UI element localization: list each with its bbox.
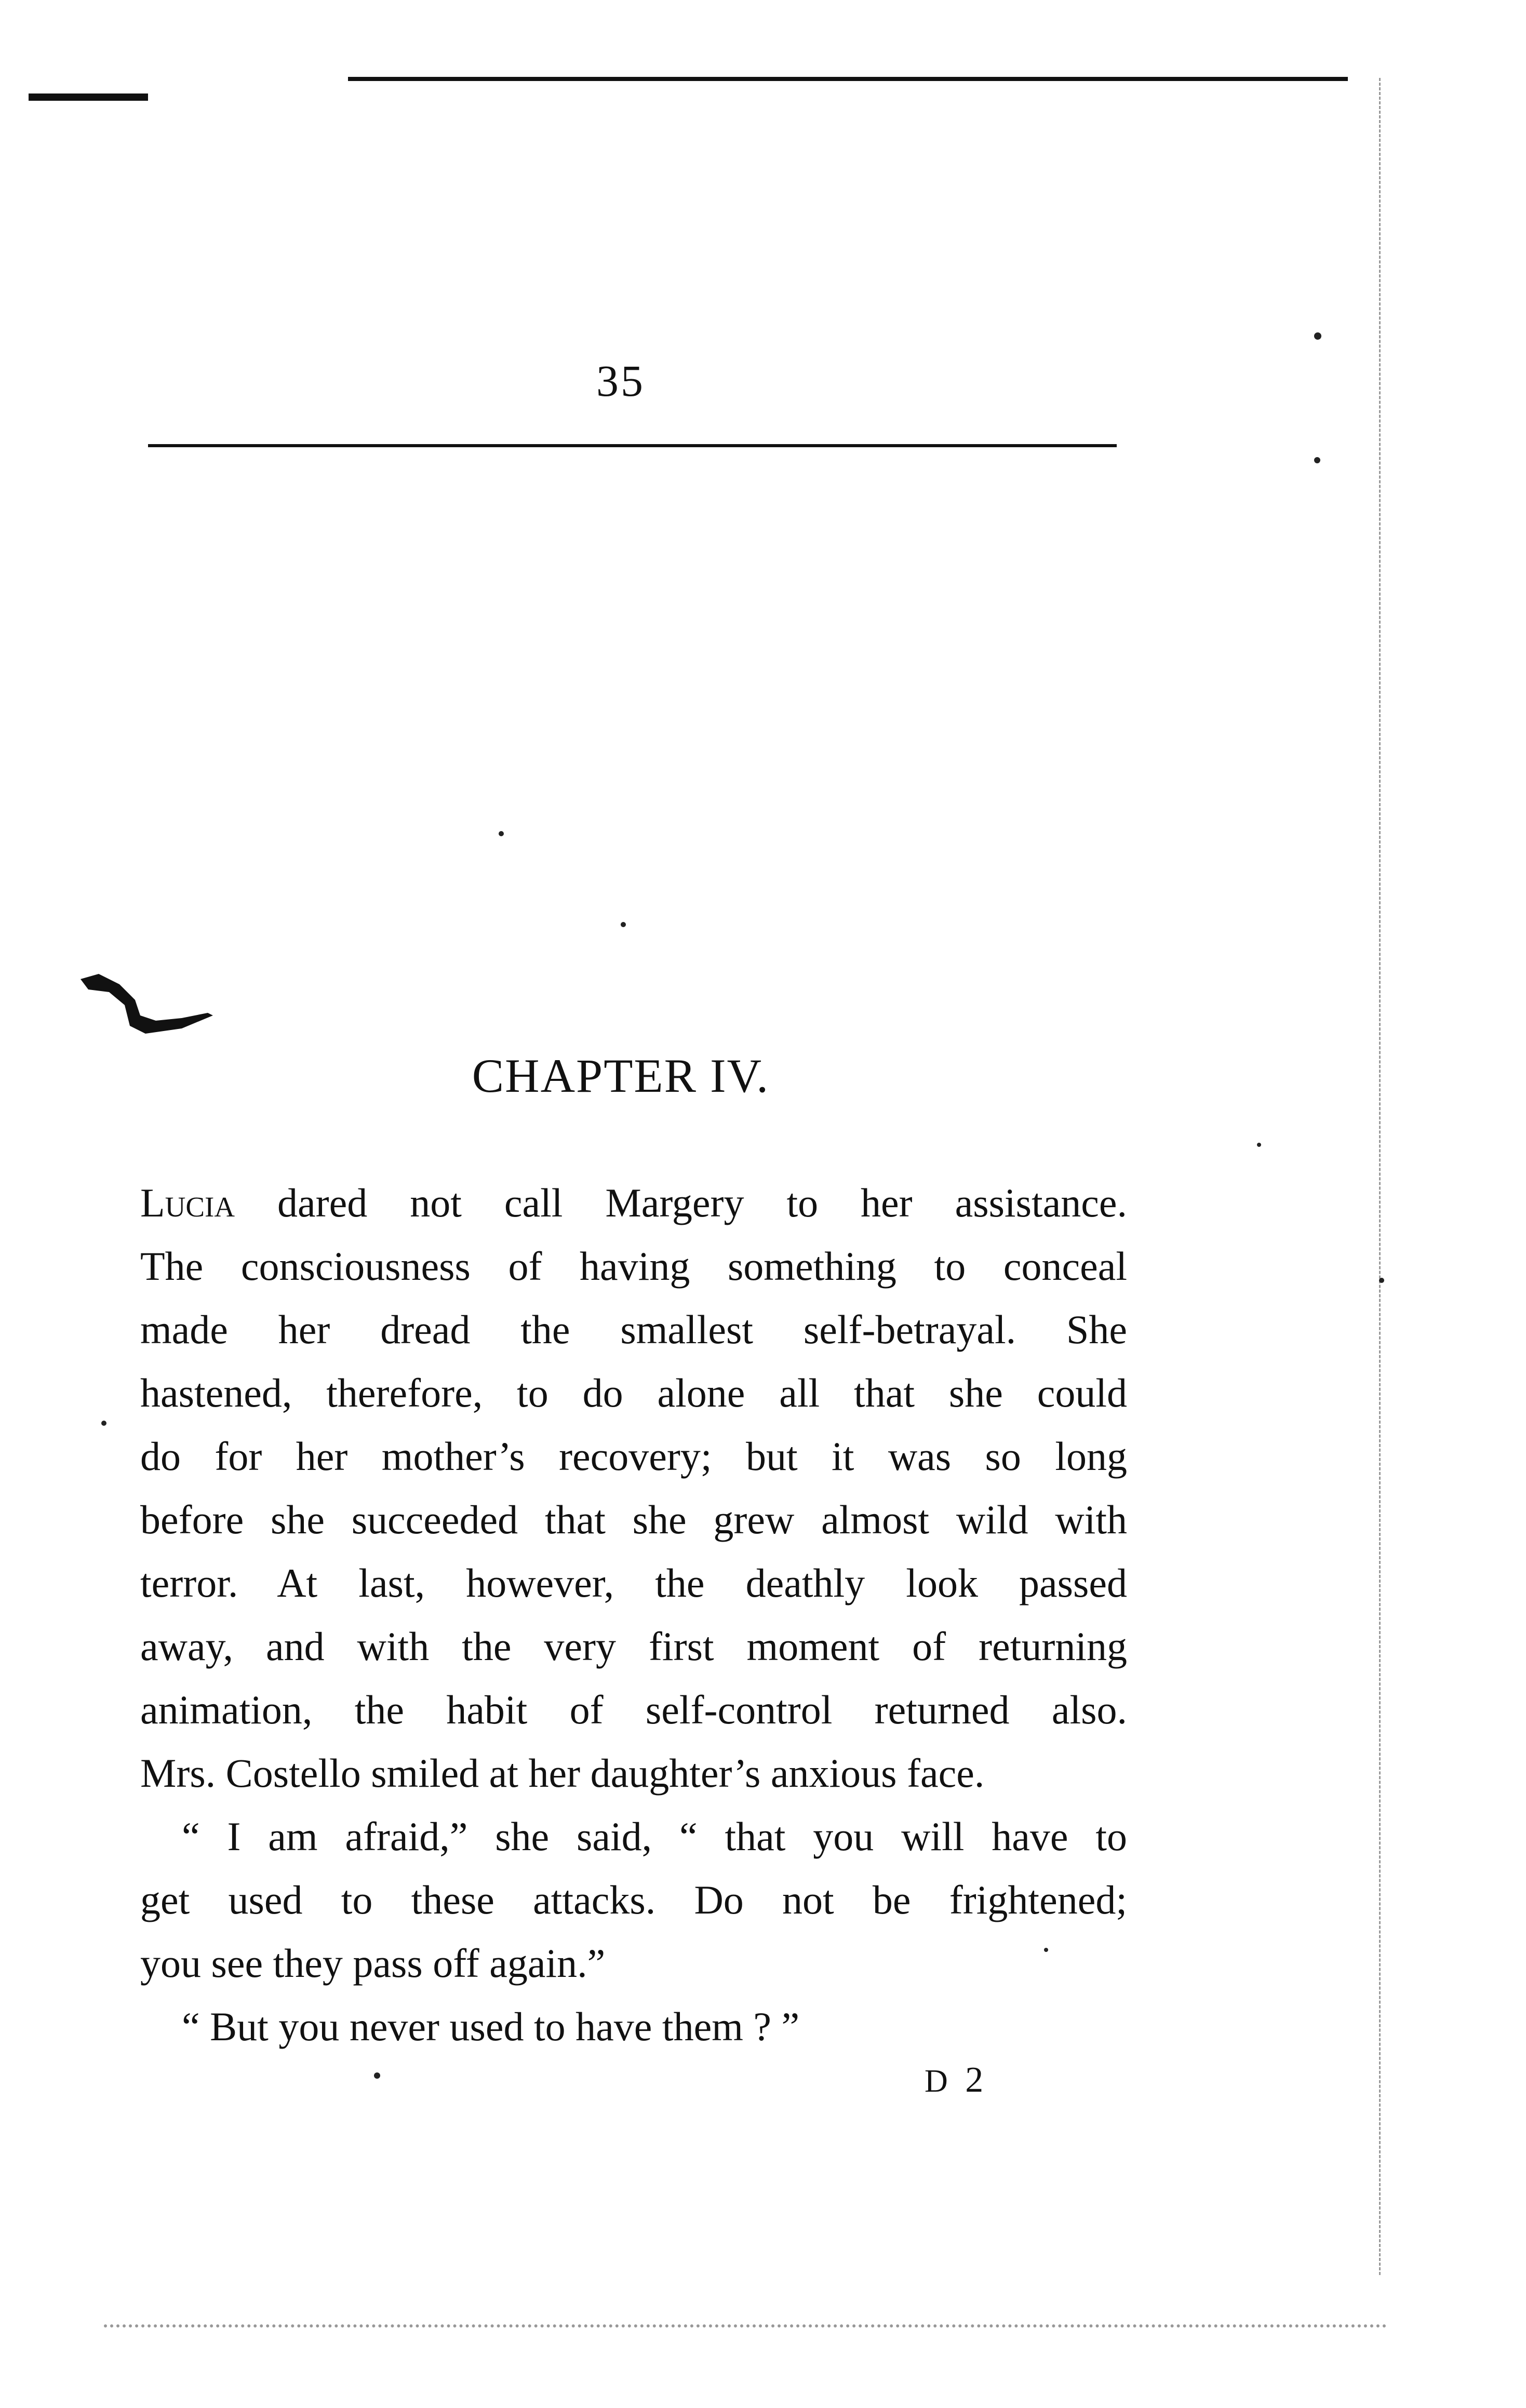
top-rule-fragment (29, 93, 148, 101)
scan-speck (1257, 1143, 1261, 1147)
text-line: made her dread the smallest self-betrayal. She (140, 1307, 1127, 1352)
opening-word: Lucia (140, 1180, 235, 1225)
scan-speck (1379, 1278, 1384, 1283)
line-text: dared not call Margery to her assistance. (235, 1180, 1127, 1225)
text-line: The consciousness of having something to conceal (140, 1243, 1127, 1289)
signature-mark (925, 2062, 987, 2098)
header-rule (148, 444, 1117, 447)
scan-speck (499, 831, 504, 836)
text-line: animation, the habit of self-control returned also. (140, 1687, 1127, 1732)
signature-letter: D (925, 2064, 952, 2099)
text-line: hastened, therefore, to do alone all that she could (140, 1370, 1127, 1415)
text-line: you see they pass off again.” (140, 1941, 606, 1986)
scan-speck (1314, 457, 1320, 463)
text-line: away, and with the very first moment of returning (140, 1624, 1127, 1669)
text-line: “ But you never used to have them ? ” (182, 2004, 800, 2049)
ink-smudge (78, 964, 234, 1041)
scan-speck (1314, 332, 1321, 340)
text-line (140, 1171, 1127, 1235)
text-line: “ I am afraid,” she said, “ that you will have to (182, 1814, 1127, 1859)
text-line: before she succeeded that she grew almost wild with (140, 1497, 1127, 1542)
scan-speck (101, 1421, 106, 1426)
scan-speck (374, 2072, 380, 2079)
chapter-body (140, 1171, 1127, 2058)
top-rule (348, 77, 1348, 81)
chapter-title: CHAPTER IV. (472, 1049, 770, 1102)
scan-speck (621, 922, 626, 927)
scanned-bottom-edge (104, 2324, 1387, 2327)
scanned-page-edge (1379, 78, 1384, 2275)
text-line: Mrs. Costello smiled at her daughter’s anxious face. (140, 1750, 985, 1796)
text-line: get used to these attacks. Do not be frightened; (140, 1877, 1127, 1922)
scan-speck (1044, 1948, 1048, 1952)
text-line: terror. At last, however, the deathly look passed (140, 1560, 1127, 1606)
text-line: do for her mother’s recovery; but it was so long (140, 1434, 1127, 1479)
page-number: 35 (596, 356, 645, 406)
signature-number: 2 (965, 2060, 988, 2100)
